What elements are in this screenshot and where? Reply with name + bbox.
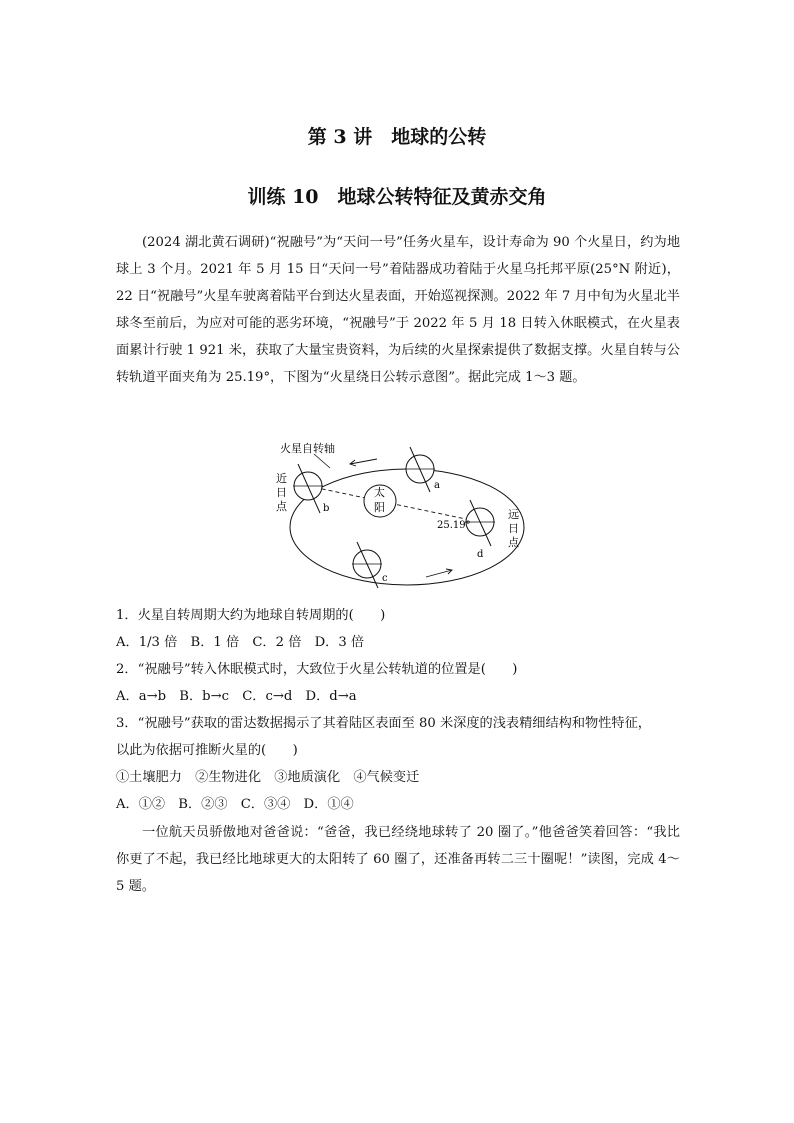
axis-label: 火星自转轴 [280, 442, 335, 455]
mars-at-c [352, 542, 382, 588]
q2-options: A．a→b B．b→c C．c→d D．d→a [116, 689, 357, 704]
sun-label-2: 阳 [374, 501, 385, 514]
angle-label: 25.19° [437, 520, 471, 531]
q3-stem: 3．“祝融号”获取的雷达数据揭示了其着陆区表面至 80 米深度的浅表精细结构和物性特征， [116, 716, 651, 731]
q1-stem: 1．火星自转周期大约为地球自转周期的( ) [116, 608, 386, 623]
q3-options: A．①② B．②③ C．③④ D．①④ [116, 797, 354, 812]
orbit-arrow-bottom [426, 569, 452, 577]
intro-paragraph: (2024 湖北黄石调研)“祝融号”为“天问一号”任务火星车，设计寿命为 90 个火星日，约为地球上 3 个月。2021 年 5 月 15 日“天问一号”着陆器成功着陆于火星乌托邦平原(25°N 附近)，22 日“祝融号”火星车驶离着陆平台到达火星表面，开始巡视探测。2022 年 7 月中旬为火星北半球冬至前后，为应对可能的恶劣环境，“祝融号”于 2022 年 5 月 18 日转入休眠模式，在火星表面累计行驶 1 921 米，获取了大量宝贵资料，为后续的火星探索提供了数据支撑。火星自转与公转轨道平面夹角为 25.19°，下图为“火星绕日公转示意图”。据此完成 1～3 题。 [116, 235, 680, 385]
perihelion-2: 日 [276, 486, 287, 499]
q3-choices: ①土壤肥力 ②生物进化 ③地质演化 ④气候变迁 [116, 770, 420, 785]
training-title: 训练 10 地球公转特征及黄赤交角 [247, 186, 547, 208]
q1-options: A．1/3 倍 B．1 倍 C．2 倍 D．3 倍 [116, 635, 365, 650]
axis-pointer [314, 454, 330, 468]
aphelion-3: 点 [508, 536, 519, 549]
aphelion-2: 日 [508, 522, 519, 535]
mars-orbit-figure [262, 436, 552, 596]
chapter-title: 第 3 讲 地球的公转 [307, 126, 487, 148]
orbit-arrow-top [350, 459, 377, 466]
perihelion-3: 点 [276, 500, 287, 513]
aphelion-1: 远 [508, 508, 519, 521]
q3-stem-cont: 以此为依据可推断火星的( ) [116, 743, 298, 758]
story-paragraph: 一位航天员骄傲地对爸爸说：“爸爸，我已经绕地球转了 20 圈了。”他爸爸笑着回答：“我比你更了不起，我已经比地球更大的太阳转了 60 圈了，还准备再转二三十圈呢！”读图，完成 4～5 题。 [116, 825, 680, 894]
label-c: c [382, 573, 388, 584]
mars-at-b [293, 464, 323, 513]
label-b: b [323, 503, 330, 514]
q2-stem: 2．“祝融号”转入休眠模式时，大致位于火星公转轨道的位置是( ) [116, 662, 518, 677]
mars-at-a [405, 447, 435, 492]
sun-label-1: 太 [374, 486, 385, 499]
label-a: a [434, 480, 440, 491]
perihelion-1: 近 [276, 472, 287, 485]
label-d: d [477, 549, 484, 560]
